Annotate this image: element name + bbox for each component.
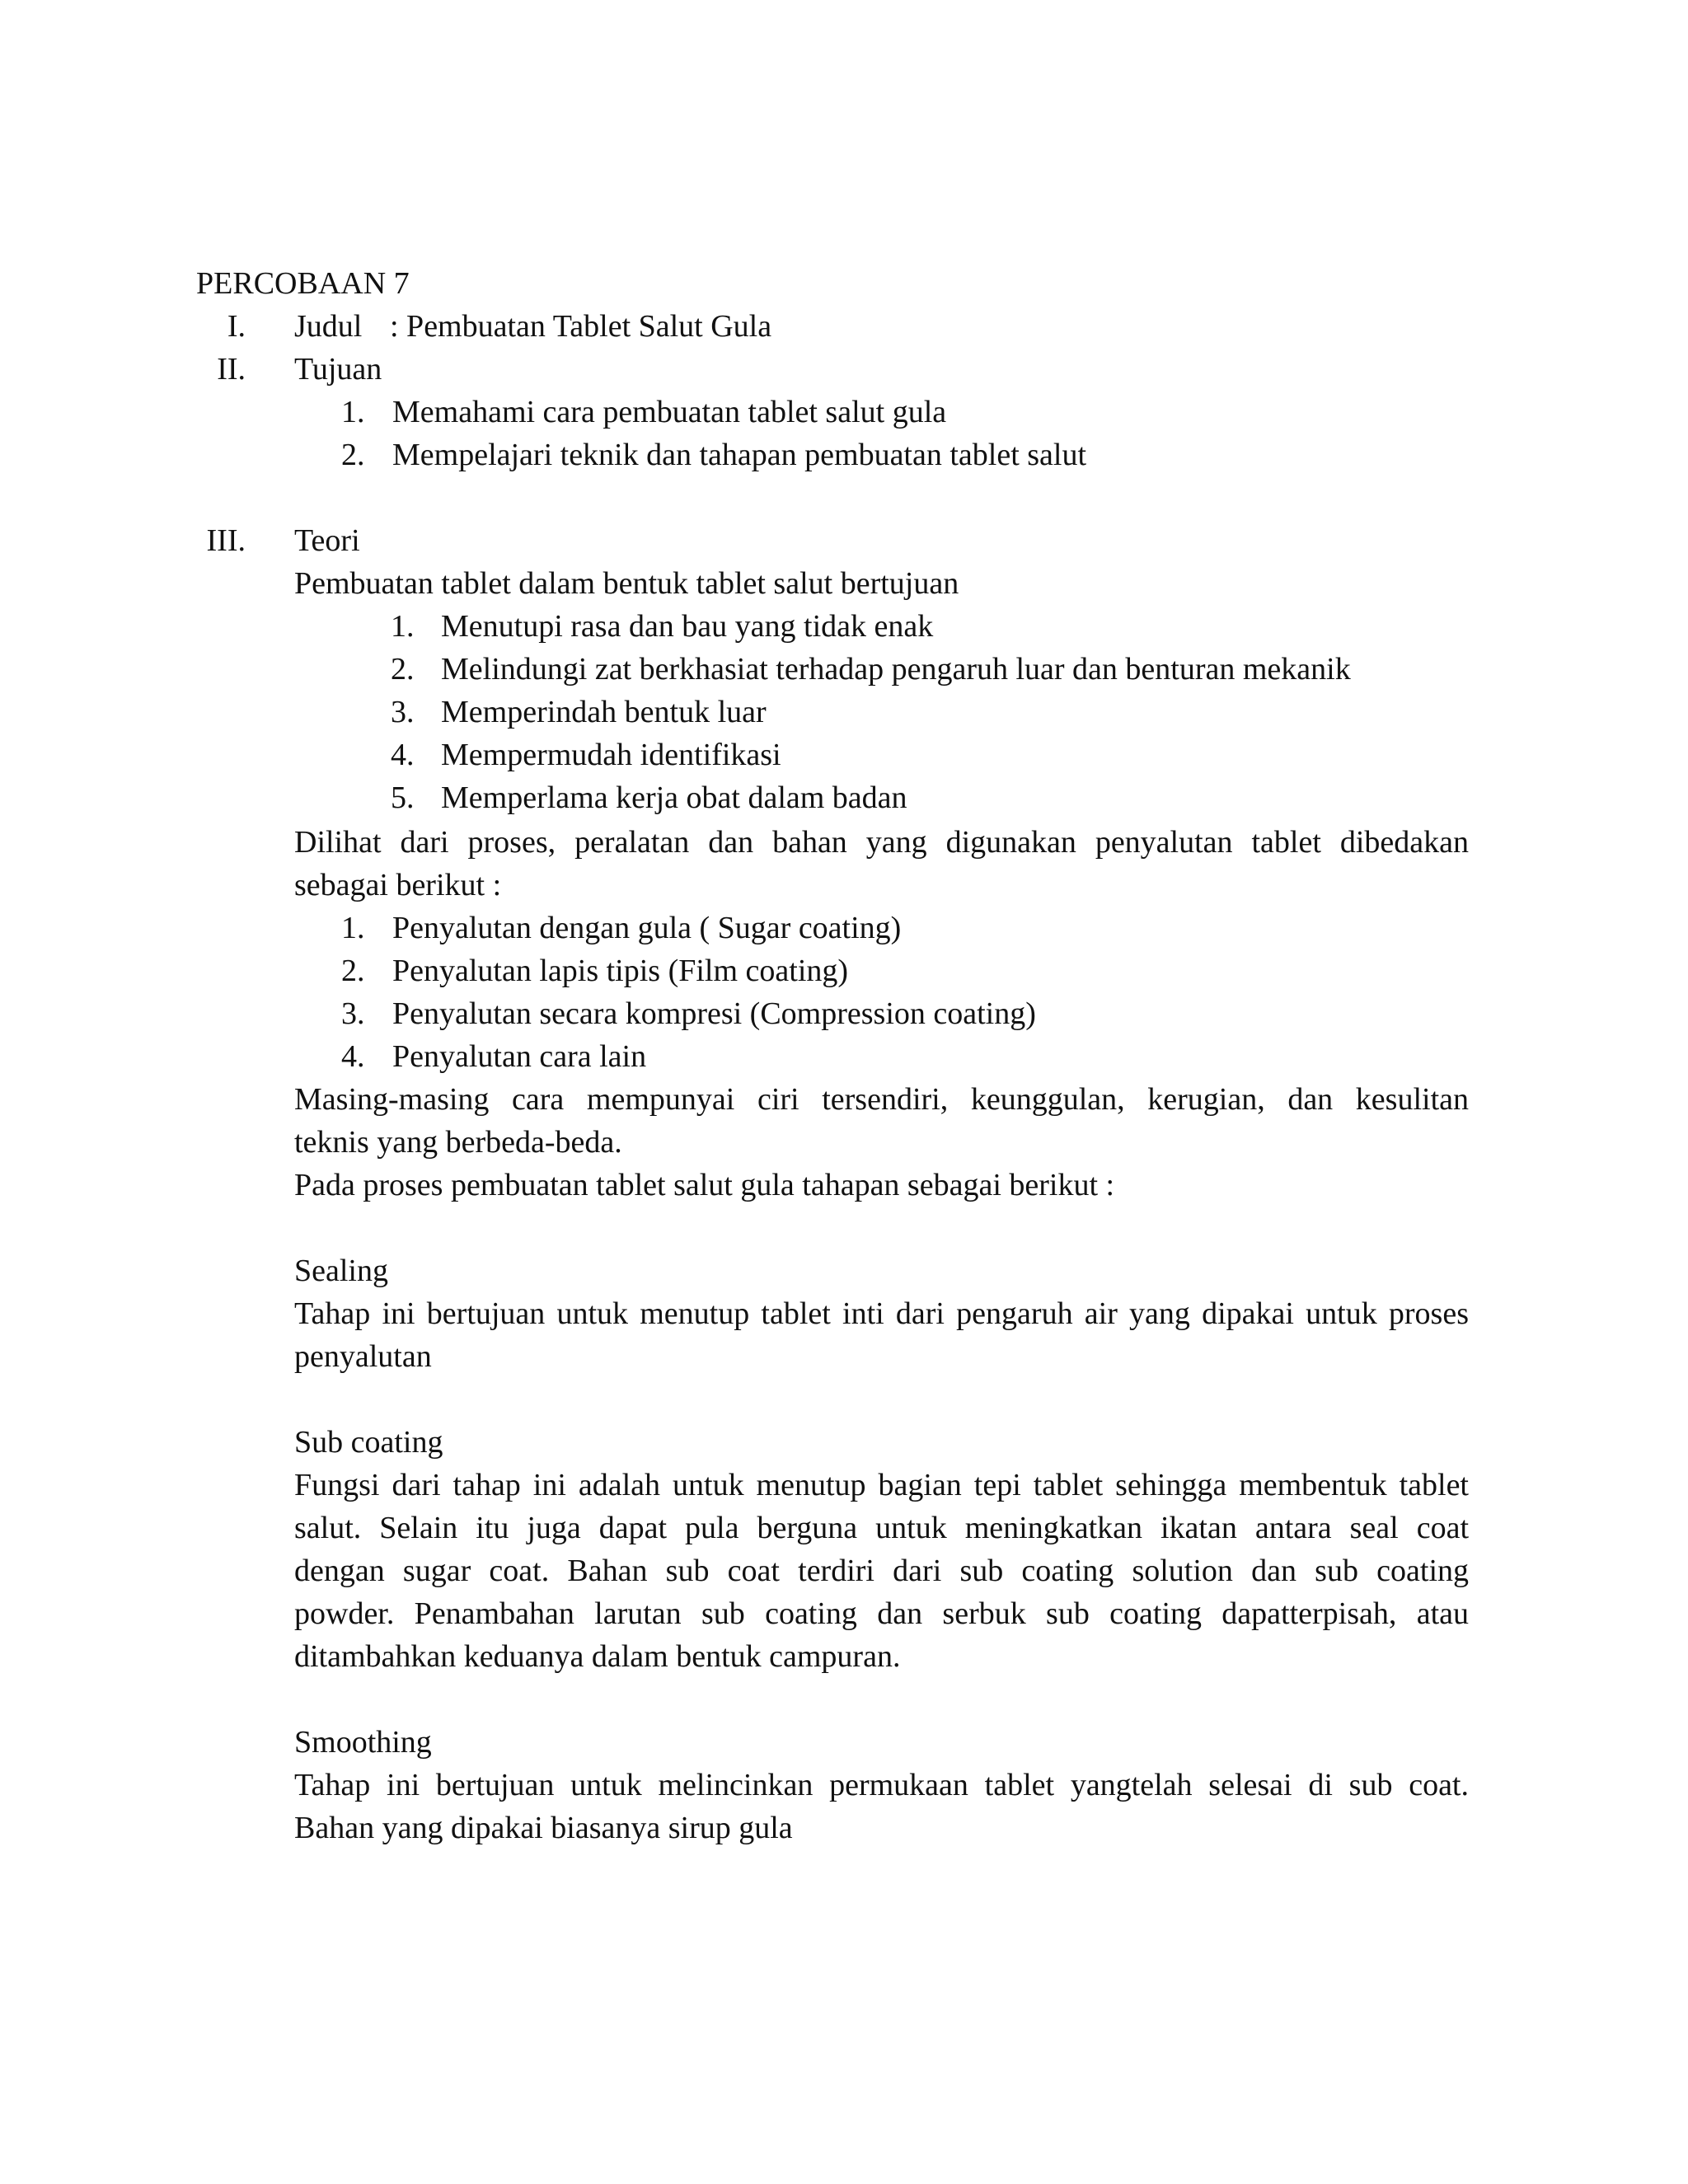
stage-title-sealing: Sealing <box>294 1254 388 1288</box>
section-label-teori: Teori <box>294 523 360 558</box>
stage-title-sub-coating: Sub coating <box>294 1425 443 1460</box>
paragraph-line: Dilihat dari proses, peralatan dan bahan yang digunakan penyalutan tablet dibedakan <box>294 825 1469 860</box>
document-heading: PERCOBAAN 7 <box>196 266 410 301</box>
objective-text: Memahami cara pembuatan tablet salut gula <box>392 395 947 429</box>
paragraph-line: sebagai berikut : <box>294 868 502 902</box>
stage-text-line: ditambahkan keduanya dalam bentuk campuran. <box>294 1639 901 1674</box>
paragraph-line: Pada proses pembuatan tablet salut gula tahapan sebagai berikut : <box>294 1168 1115 1202</box>
method-number: 2. <box>341 954 365 988</box>
objective-text: Mempelajari teknik dan tahapan pembuatan tablet salut <box>392 438 1087 472</box>
goal-text: Memperindah bentuk luar <box>441 695 767 729</box>
paragraph-line: Masing-masing cara mempunyai ciri tersendiri, keunggulan, kerugian, dan kesulitan <box>294 1082 1469 1117</box>
section-numeral-3: III. <box>206 523 246 558</box>
section-numeral-1: I. <box>227 309 246 344</box>
section-label-tujuan: Tujuan <box>294 352 382 387</box>
stage-text-line: Fungsi dari tahap ini adalah untuk menutup bagian tepi tablet sehingga membentuk tablet <box>294 1468 1469 1502</box>
goal-number: 1. <box>391 609 415 644</box>
paragraph-line: teknis yang berbeda-beda. <box>294 1125 622 1160</box>
objective-number: 1. <box>341 395 365 429</box>
stage-text-line: salut. Selain itu juga dapat pula berguna untuk meningkatkan ikatan antara seal coat <box>294 1511 1469 1545</box>
stage-title-smoothing: Smoothing <box>294 1725 432 1760</box>
stage-text-line: penyalutan <box>294 1339 432 1374</box>
title-value: : Pembuatan Tablet Salut Gula <box>390 309 772 344</box>
goal-number: 3. <box>391 695 415 729</box>
stage-text-line: Bahan yang dipakai biasanya sirup gula <box>294 1811 793 1845</box>
goal-text: Melindungi zat berkhasiat terhadap pengaruh luar dan benturan mekanik <box>441 652 1351 687</box>
goal-text: Memperlama kerja obat dalam badan <box>441 780 907 815</box>
goal-number: 4. <box>391 738 415 772</box>
stage-text-line: powder. Penambahan larutan sub coating dan serbuk sub coating dapatterpisah, atau <box>294 1596 1469 1631</box>
method-number: 3. <box>341 996 365 1031</box>
goal-number: 5. <box>391 780 415 815</box>
stage-text-line: Tahap ini bertujuan untuk melincinkan permukaan tablet yangtelah selesai di sub coat. <box>294 1768 1469 1802</box>
section-label-judul: Judul <box>294 309 363 344</box>
method-text: Penyalutan cara lain <box>392 1039 647 1074</box>
objective-number: 2. <box>341 438 365 472</box>
stage-text-line: dengan sugar coat. Bahan sub coat terdiri dari sub coating solution dan sub coating <box>294 1554 1469 1588</box>
method-number: 1. <box>341 911 365 945</box>
method-number: 4. <box>341 1039 365 1074</box>
goal-text: Menutupi rasa dan bau yang tidak enak <box>441 609 934 644</box>
theory-intro: Pembuatan tablet dalam bentuk tablet salut bertujuan <box>294 566 959 601</box>
method-text: Penyalutan lapis tipis (Film coating) <box>392 954 849 988</box>
method-text: Penyalutan dengan gula ( Sugar coating) <box>392 911 902 945</box>
stage-text-line: Tahap ini bertujuan untuk menutup tablet inti dari pengaruh air yang dipakai untuk proses <box>294 1296 1469 1331</box>
goal-text: Mempermudah identifikasi <box>441 738 781 772</box>
section-numeral-2: II. <box>217 352 246 387</box>
method-text: Penyalutan secara kompresi (Compression coating) <box>392 996 1036 1031</box>
goal-number: 2. <box>391 652 415 687</box>
